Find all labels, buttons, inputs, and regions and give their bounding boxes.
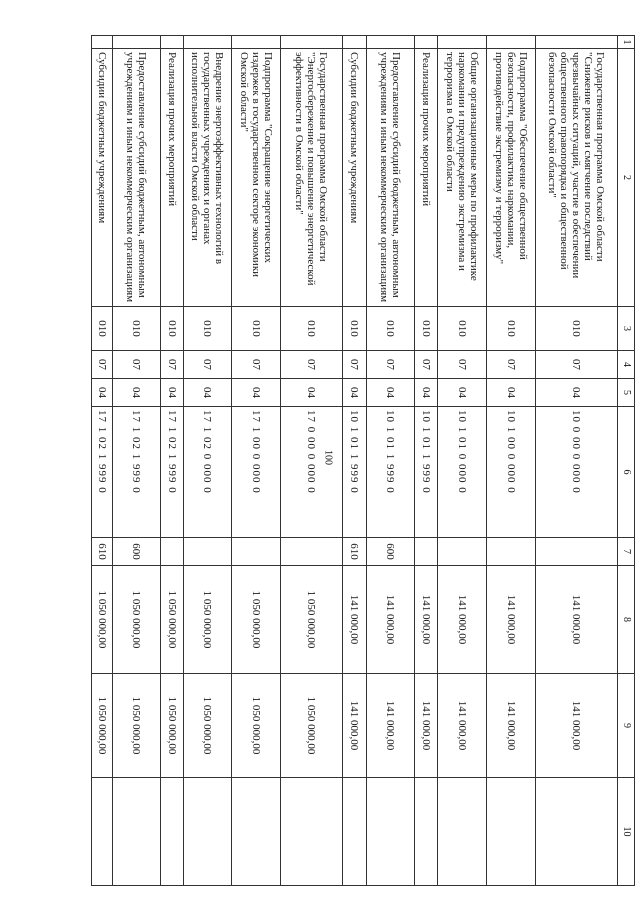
- article-cell: 04: [161, 379, 184, 407]
- article-cell: 04: [92, 379, 113, 407]
- subsection-cell: 07: [415, 351, 438, 379]
- amount-cell-10: [367, 778, 415, 886]
- rotated-content: [35, 35, 635, 885]
- subsection-cell: 07: [438, 351, 487, 379]
- amount-cell-10: [281, 778, 343, 886]
- section-code-cell: 010: [232, 307, 281, 351]
- name-cell: Субсидии бюджетным учреждениям: [343, 49, 367, 307]
- name-cell: Государственная программа Омской области "Снижение рисков и смягчение последствий чрезвычайных ситуаций, участие в обеспечении общественного правопорядка и общественной безопасности Омской области": [536, 49, 618, 307]
- name-cell: Подпрограмма "Обеспечение общественной безопасности, профилактика наркомании, противодействие экстремизму и терроризму": [487, 49, 536, 307]
- amount-cell-9: 1 050 000,00: [113, 674, 161, 778]
- amount-cell-8: 1 050 000,00: [232, 566, 281, 674]
- article-cell: 04: [487, 379, 536, 407]
- row-index-cell: [184, 36, 232, 49]
- subsection-cell: 07: [487, 351, 536, 379]
- row-index-cell: [232, 36, 281, 49]
- expense-type-cell: [281, 538, 343, 566]
- section-code-cell: 010: [161, 307, 184, 351]
- amount-cell-10: [536, 778, 618, 886]
- amount-cell-10: [438, 778, 487, 886]
- name-cell: Внедрение энергоэффективных технологий в государственных учреждениях и органах исполнительной власти Омской области: [184, 49, 232, 307]
- expense-type-cell: [184, 538, 232, 566]
- article-cell: 04: [438, 379, 487, 407]
- amount-cell-8: 1 050 000,00: [92, 566, 113, 674]
- target-article-cell: 10 1 01 0 000 0: [438, 407, 487, 538]
- amount-cell-10: [113, 778, 161, 886]
- table-row: [281, 36, 343, 886]
- col-header-10: 10: [618, 778, 635, 886]
- table-row: [367, 36, 415, 886]
- subsection-cell: 07: [184, 351, 232, 379]
- amount-cell-10: [92, 778, 113, 886]
- row-index-cell: [367, 36, 415, 49]
- amount-cell-9: 1 050 000,00: [161, 674, 184, 778]
- section-code-cell: 010: [281, 307, 343, 351]
- amount-cell-10: [161, 778, 184, 886]
- table-row: [438, 36, 487, 886]
- subsection-cell: 07: [367, 351, 415, 379]
- row-index-cell: [92, 36, 113, 49]
- subsection-cell: 07: [536, 351, 618, 379]
- col-header-9: 9: [618, 674, 635, 778]
- amount-cell-9: 141 000,00: [367, 674, 415, 778]
- col-header-8: 8: [618, 566, 635, 674]
- table-row: [92, 36, 113, 886]
- expense-type-cell: [161, 538, 184, 566]
- table-row: [415, 36, 438, 886]
- row-index-cell: [281, 36, 343, 49]
- target-article-cell: 17 1 00 0 000 0: [232, 407, 281, 538]
- article-cell: 04: [184, 379, 232, 407]
- amount-cell-10: [184, 778, 232, 886]
- name-cell: Предоставление субсидий бюджетным, автономным учреждениям и иным некоммерческим организациям: [113, 49, 161, 307]
- table-row: [184, 36, 232, 886]
- expense-type-cell: [536, 538, 618, 566]
- target-article-cell: 10 0 00 0 000 0: [536, 407, 618, 538]
- target-article-cell: 10 1 00 0 000 0: [487, 407, 536, 538]
- rotated-table-frame: [35, 35, 635, 885]
- expense-type-cell: 600: [113, 538, 161, 566]
- article-cell: 04: [343, 379, 367, 407]
- amount-cell-8: 1 050 000,00: [184, 566, 232, 674]
- amount-cell-8: 1 050 000,00: [161, 566, 184, 674]
- amount-cell-8: 1 050 000,00: [281, 566, 343, 674]
- amount-cell-8: 1 050 000,00: [113, 566, 161, 674]
- expense-type-cell: 600: [367, 538, 415, 566]
- name-cell: Реализация прочих мероприятий: [161, 49, 184, 307]
- name-cell: Государственная программа Омской области "Энергосбережение и повышение энергетической эффективности в Омской области": [281, 49, 343, 307]
- target-article-cell: 10 1 01 1 999 0: [415, 407, 438, 538]
- name-cell: Реализация прочих мероприятий: [415, 49, 438, 307]
- article-cell: 04: [113, 379, 161, 407]
- page-number: 100: [322, 450, 334, 465]
- amount-cell-9: 141 000,00: [415, 674, 438, 778]
- row-index-cell: [113, 36, 161, 49]
- target-article-cell: 17 1 02 1 999 0: [161, 407, 184, 538]
- expense-type-cell: [487, 538, 536, 566]
- target-article-cell: 17 1 02 1 999 0: [113, 407, 161, 538]
- section-code-cell: 010: [487, 307, 536, 351]
- section-code-cell: 010: [92, 307, 113, 351]
- row-index-cell: [536, 36, 618, 49]
- section-code-cell: 010: [113, 307, 161, 351]
- target-article-cell: 10 1 01 1 999 0: [343, 407, 367, 538]
- amount-cell-10: [415, 778, 438, 886]
- row-index-cell: [438, 36, 487, 49]
- article-cell: 04: [281, 379, 343, 407]
- amount-cell-10: [487, 778, 536, 886]
- amount-cell-9: 1 050 000,00: [232, 674, 281, 778]
- name-cell: Субсидии бюджетным учреждениям: [92, 49, 113, 307]
- name-cell: Общие организационные меры по профилактике наркомании и предупреждению экстремизма и терроризма в Омской области: [438, 49, 487, 307]
- amount-cell-9: 1 050 000,00: [281, 674, 343, 778]
- section-code-cell: 010: [184, 307, 232, 351]
- section-code-cell: 010: [536, 307, 618, 351]
- article-cell: 04: [536, 379, 618, 407]
- amount-cell-9: 141 000,00: [487, 674, 536, 778]
- col-header-7: 7: [618, 538, 635, 566]
- expense-type-cell: 610: [343, 538, 367, 566]
- row-index-cell: [161, 36, 184, 49]
- amount-cell-10: [232, 778, 281, 886]
- section-code-cell: 010: [438, 307, 487, 351]
- row-index-cell: [343, 36, 367, 49]
- table-row: [113, 36, 161, 886]
- expense-type-cell: [415, 538, 438, 566]
- article-cell: 04: [367, 379, 415, 407]
- subsection-cell: 07: [92, 351, 113, 379]
- budget-table: [91, 35, 635, 886]
- expense-type-cell: [232, 538, 281, 566]
- col-header-1: 1: [618, 36, 635, 49]
- subsection-cell: 07: [113, 351, 161, 379]
- row-index-cell: [487, 36, 536, 49]
- expense-type-cell: [438, 538, 487, 566]
- amount-cell-8: 141 000,00: [487, 566, 536, 674]
- article-cell: 04: [232, 379, 281, 407]
- table-body: [92, 36, 635, 886]
- amount-cell-8: 141 000,00: [367, 566, 415, 674]
- col-header-5: 5: [618, 379, 635, 407]
- name-cell: Предоставление субсидий бюджетным, автономным учреждениям и иным некоммерческим организациям: [367, 49, 415, 307]
- row-index-cell: [415, 36, 438, 49]
- table-row: [161, 36, 184, 886]
- amount-cell-8: 141 000,00: [415, 566, 438, 674]
- table-row: [487, 36, 536, 886]
- amount-cell-8: 141 000,00: [343, 566, 367, 674]
- table-row: [232, 36, 281, 886]
- name-cell: Подпрограмма "Сокращение энергетических издержек в государственном секторе экономики Омской области": [232, 49, 281, 307]
- amount-cell-9: 1 050 000,00: [184, 674, 232, 778]
- section-code-cell: 010: [367, 307, 415, 351]
- subsection-cell: 07: [232, 351, 281, 379]
- subsection-cell: 07: [161, 351, 184, 379]
- amount-cell-10: [343, 778, 367, 886]
- section-code-cell: 010: [415, 307, 438, 351]
- subsection-cell: 07: [281, 351, 343, 379]
- target-article-cell: 17 1 02 1 999 0: [92, 407, 113, 538]
- table-row: [536, 36, 618, 886]
- amount-cell-8: 141 000,00: [438, 566, 487, 674]
- col-header-2: 2: [618, 49, 635, 307]
- col-header-4: 4: [618, 351, 635, 379]
- article-cell: 04: [415, 379, 438, 407]
- col-header-6: 6: [618, 407, 635, 538]
- subsection-cell: 07: [343, 351, 367, 379]
- column-number-row: [618, 36, 635, 886]
- amount-cell-9: 141 000,00: [438, 674, 487, 778]
- expense-type-cell: 610: [92, 538, 113, 566]
- target-article-cell: 17 0 00 0 000 0: [281, 407, 343, 538]
- amount-cell-9: 1 050 000,00: [92, 674, 113, 778]
- section-code-cell: 010: [343, 307, 367, 351]
- target-article-cell: 17 1 02 0 000 0: [184, 407, 232, 538]
- amount-cell-8: 141 000,00: [536, 566, 618, 674]
- col-header-3: 3: [618, 307, 635, 351]
- target-article-cell: 10 1 01 1 999 0: [367, 407, 415, 538]
- amount-cell-9: 141 000,00: [536, 674, 618, 778]
- amount-cell-9: 141 000,00: [343, 674, 367, 778]
- table-row: [343, 36, 367, 886]
